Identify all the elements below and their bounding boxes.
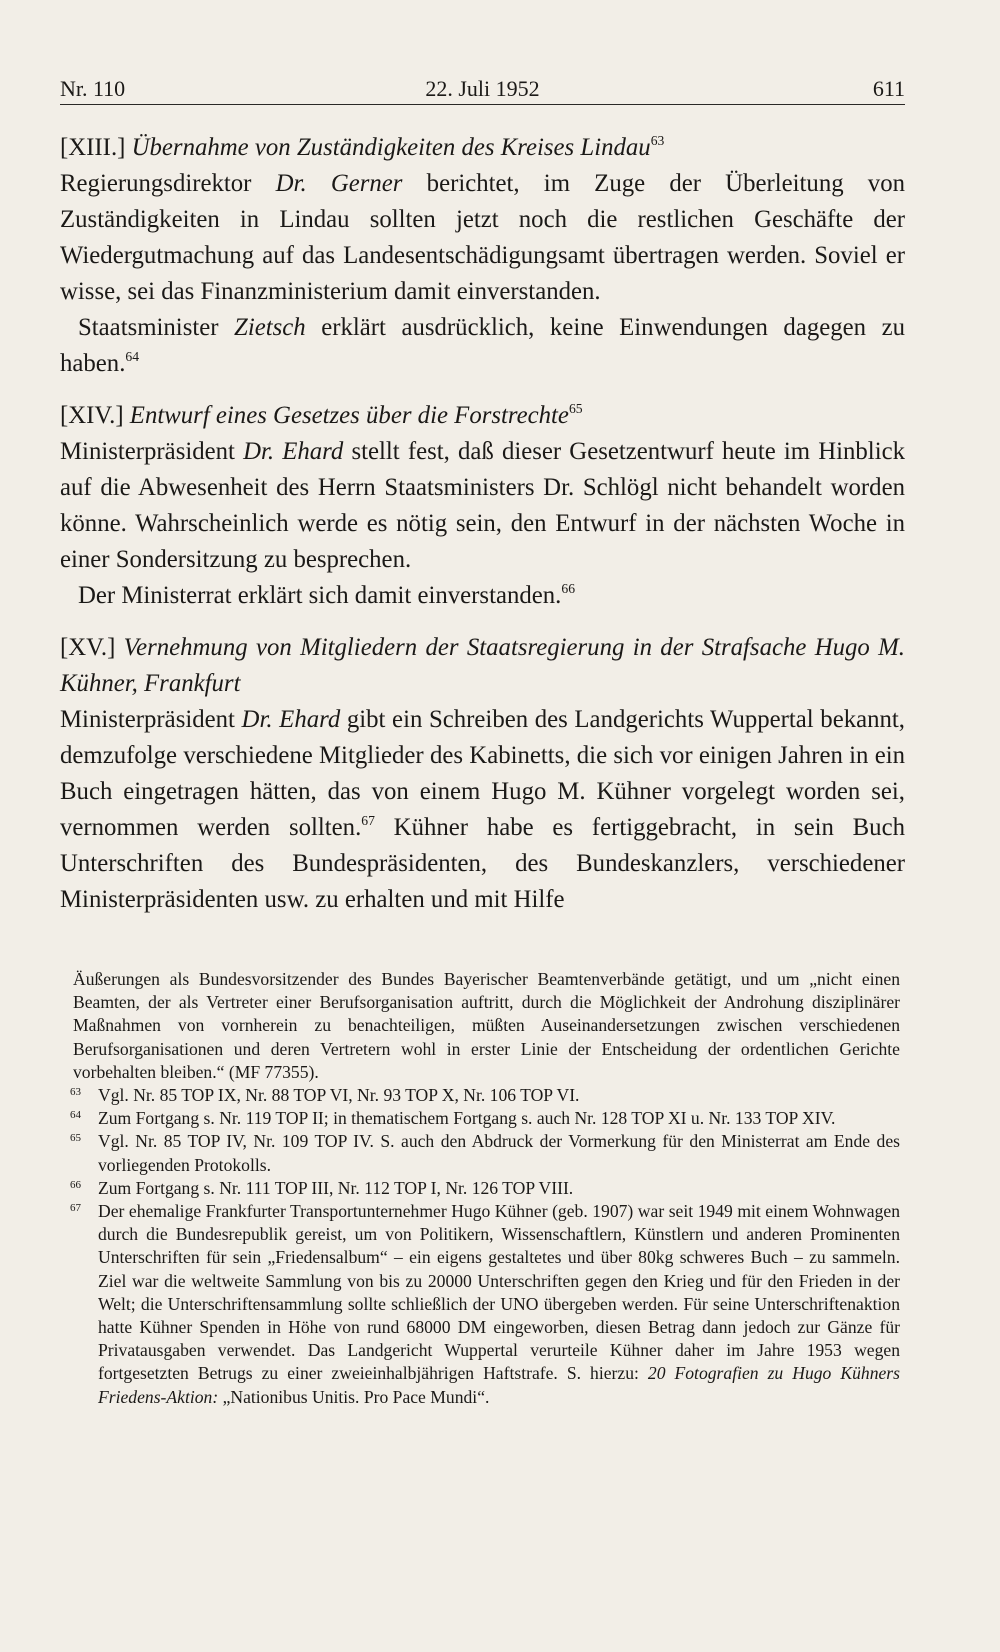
footnote-body: Der ehemalige Frankfurter Transportunternehmer Hugo Kühner (geb. 1907) war seit 1949 mit einem Wohnwagen durch die Bundesrepublik gereist, um von Politikern, Wissenschaftlern, Künstlern und anderen Prominenten Unterschriften für sein „Friedensalbum“ – ein eigens gestaltetes und über 80kg schweres Buch – zu sammeln. Ziel war die weltweite Sammlung von bis zu 20000 Unterschriften gegen den Krieg und für den Frieden in der Welt; die Unterschriftensammlung sollte schließlich der UNO übergeben werden. Für seine Unterschriftenaktion hatte Kühner Spenden in Höhe von rund 68000 DM eingeworben, diesen Betrag dann jedoch zur Gänze für Privatausgaben verwendet. Das Landgericht Wuppertal verurteile Kühner daher im Jahre 1953 wegen fortgesetzten Betrugs zu einer zweieinhalbjährigen Haftstrafe. S. hierzu: (98, 1201, 900, 1384)
session-date: 22. Juli 1952 (425, 76, 540, 101)
paragraph-text: berichtet, im Zuge der Überleitung von Zuständigkeiten in Lindau sollten jetzt noch die restlichen Geschäfte der Wiedergutmachung auf das Landesentschädigungsamt übertragen werden. Soviel er wisse, sei das Finanzministerium damit einverstanden. (60, 170, 906, 305)
section-number: [XIII.] (60, 134, 126, 161)
paragraph-text: Ministerpräsident (60, 706, 242, 733)
footnotes (70, 968, 900, 1409)
paragraph (60, 434, 905, 578)
person-name: Dr. Ehard (241, 706, 341, 733)
person-name: Zietsch (234, 314, 306, 341)
footnote-text: Vgl. Nr. 85 TOP IV, Nr. 109 TOP IV. S. auch den Abdruck der Vormerkung für den Ministerrat am Ende des vorliegenden Protokolls. (98, 1131, 900, 1175)
cited-title: 20 Fotografien zu Hugo Kühners Friedens-Aktion: (98, 1363, 900, 1407)
paragraph (60, 166, 905, 310)
footnote-text: Zum Fortgang s. Nr. 119 TOP II; in thematischem Fortgang s. auch Nr. 128 TOP XI u. Nr. 133 TOP XIV. (98, 1108, 836, 1129)
footnote-ref[interactable]: 64 (125, 348, 140, 364)
section-title: Vernehmung von Mitgliedern der Staatsregierung in der Strafsache Hugo M. Kühner, Frankfurt (60, 634, 905, 697)
person-name: Dr. Gerner (275, 170, 403, 197)
footnote-ref[interactable]: 67 (361, 812, 375, 828)
paragraph-text: erklärt ausdrücklich, keine Einwendungen dagegen zu haben. (60, 314, 905, 377)
section-title: Entwurf eines Gesetzes über die Forstrechte (129, 402, 569, 429)
running-header (60, 72, 905, 105)
footnote-text: Vgl. Nr. 85 TOP IX, Nr. 88 TOP VI, Nr. 93 TOP X, Nr. 106 TOP VI. (98, 1085, 580, 1106)
footnote-64 (70, 1107, 900, 1130)
document-number: Nr. 110 (60, 76, 126, 101)
footnote-number: 66 (70, 1178, 81, 1191)
footnote-continuation: Äußerungen als Bundesvorsitzender des Bundes Bayerischer Beamtenverbände getätigt, und um „nicht einen Beamten, der als Vertreter einer Berufsorganisation auftritt, durch die Möglichkeit der Androhung disziplinärer Maßnahmen von vornherein zu benachteiligen, müßten Auseinandersetzungen zwischen verschiedenen Berufsorganisationen und deren Vertretern wohl in erster Linie der Entscheidung der ordentlichen Gerichte vorbehalten bleiben.“ (MF 77355). (73, 969, 900, 1082)
section-number: [XIV.] (60, 402, 124, 429)
person-name: Dr. Ehard (243, 438, 344, 465)
footnote-number: 64 (70, 1109, 81, 1122)
footnote-ref[interactable]: 65 (568, 400, 583, 416)
paragraph-text: stellt fest, daß dieser Gesetzentwurf heute im Hinblick auf die Abwesenheit des Herrn Staatsministers Dr. Schlögl nicht behandelt worden könne. Wahrscheinlich werde es nötig sein, den Entwurf in der nächsten Woche in einer Sondersitzung zu besprechen. (60, 438, 905, 573)
section-heading-xiv (60, 398, 905, 434)
footnote-ref[interactable]: 66 (561, 580, 575, 596)
section-number: [XV.] (60, 634, 116, 661)
footnote-65 (70, 1130, 900, 1176)
footnote-ref[interactable]: 63 (650, 132, 665, 148)
section-heading-xiii (60, 130, 905, 166)
footnote-text: Zum Fortgang s. Nr. 111 TOP III, Nr. 112 TOP I, Nr. 126 TOP VIII. (98, 1177, 574, 1198)
main-text (60, 130, 905, 918)
footnote-number: 65 (70, 1132, 81, 1145)
paragraph-text: Ministerpräsident (60, 438, 244, 465)
footnote-63 (70, 1084, 900, 1107)
footnote-body: „Nationibus Unitis. Pro Pace Mundi“. (218, 1386, 490, 1407)
footnote-number: 67 (70, 1202, 81, 1215)
paragraph-text: Staatsminister (78, 314, 235, 341)
paragraph-text: Regierungsdirektor (60, 170, 276, 197)
footnote-67 (70, 1200, 900, 1409)
section-title: Übernahme von Zuständigkeiten des Kreises Lindau (131, 134, 651, 161)
footnote-66 (70, 1177, 900, 1200)
footnote-text (98, 1200, 900, 1409)
paragraph-text: gibt ein Schreiben des Landgerichts Wuppertal bekannt, demzufolge verschiedene Mitglieder des Kabinetts, die sich vor einigen Jahren in ein Buch eingetragen hätten, das von einem Hugo M. Kühner vorgelegt worden sei, vernommen werden sollten. (60, 706, 905, 841)
paragraph (60, 310, 905, 382)
paragraph (60, 578, 905, 614)
footnote-number: 63 (70, 1086, 81, 1099)
page-number: 611 (872, 76, 905, 101)
paragraph-text: Kühner habe es fertiggebracht, in sein Buch Unterschriften des Bundespräsidenten, des Bundeskanzlers, verschiedener Ministerpräsidenten usw. zu erhalten und mit Hilfe (60, 814, 905, 913)
paragraph (60, 702, 905, 918)
section-heading-xv (60, 630, 905, 702)
paragraph-text: Der Ministerrat erklärt sich damit einverstanden. (78, 582, 562, 609)
